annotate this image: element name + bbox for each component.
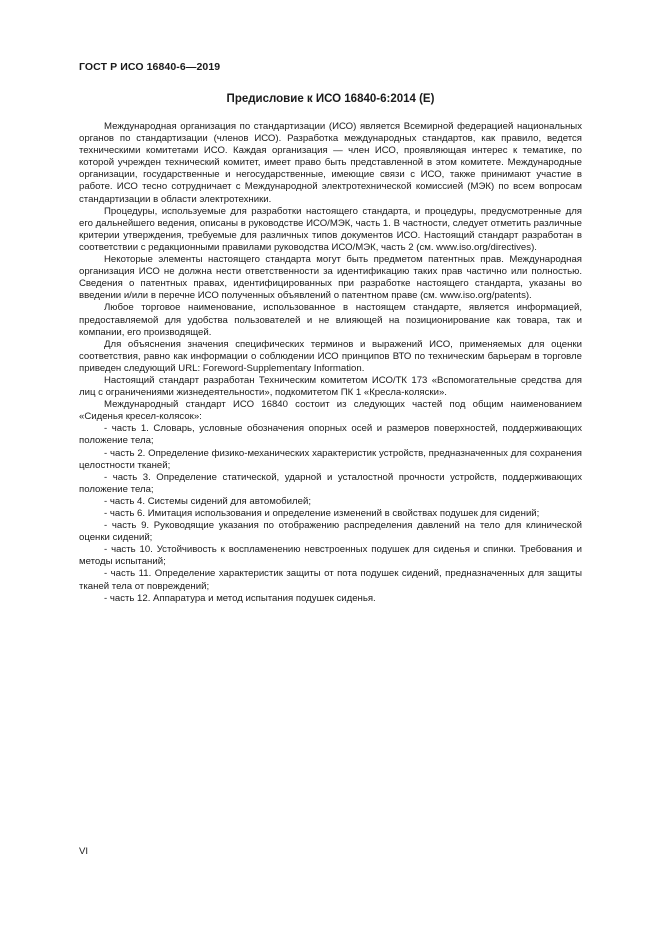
list-item: - часть 1. Словарь, условные обозначения опорных осей и размеров поверхностей, поддерживающих положение тела; <box>79 423 582 447</box>
paragraph-committee: Настоящий стандарт разработан Техническим комитетом ИСО/ТК 173 «Вспомогательные средства для лиц с ограничениями жизнедеятельности», подкомитетом ПК 1 «Кресла-коляски». <box>79 374 582 399</box>
paragraph-procedures: Процедуры, используемые для разработки настоящего стандарта, и процедуры, предусмотренные для его дальнейшего ведения, описаны в руководстве ИСО/МЭК, часть 1. В частности, следует отметить различные критерии утверждения, требуемые для различных типов документов ИСО. Настоящий стандарт разработан в соответствии с редакционными правилами руководства ИСО/МЭК, часть 2 (см. www.iso.org/directives). <box>79 205 582 253</box>
list-item: - часть 9. Руководящие указания по отображению распределения давлений на тело для клинической оценки сидений; <box>79 520 582 544</box>
paragraph-parts-intro: Международный стандарт ИСО 16840 состоит из следующих частей под общим наименованием «Сиденья кресел-колясок»: <box>79 399 582 423</box>
list-item: - часть 11. Определение характеристик защиты от пота подушек сидений, предназначенных для защиты тканей тела от повреждений; <box>79 568 582 592</box>
preface-title: Предисловие к ИСО 16840-6:2014 (E) <box>226 93 435 105</box>
preface-body <box>79 121 582 605</box>
paragraph-patents: Некоторые элементы настоящего стандарта могут быть предметом патентных прав. Международная организация ИСО не должна нести ответственности за идентификацию таких прав частично или полностью. Сведения о патентных правах, идентифицированных при разработке настоящего стандарта, указаны во введении и/или в перечне ИСО полученных объявлений о патентном праве (см. www.iso.org/patents). <box>79 254 582 302</box>
list-item: - часть 10. Устойчивость к воспламенению невстроенных подушек для сиденья и спинки. Требования и методы испытаний; <box>79 544 582 568</box>
list-item: - часть 3. Определение статической, ударной и усталостной прочности устройств, поддерживающих положение тела; <box>79 471 582 495</box>
paragraph-iso-overview: Международная организация по стандартизации (ИСО) является Всемирной федерацией национальных органов по стандартизации (членов ИСО). Разработка международных стандартов, как правило, ведется техническими комитетами ИСО. Каждая организация — член ИСО, проявляющая интерес к тематике, по которой учрежден технический комитет, имеет право быть представленной в этом комитете. Международные организации, государственные и негосударственные, имеющие связи с ИСО, также принимают участие в работе. ИСО тесно сотрудничает с Международной электротехнической комиссией (МЭК) по всем вопросам стандартизации в области электротехники. <box>79 121 582 205</box>
list-item: - часть 4. Системы сидений для автомобилей; <box>104 495 311 507</box>
page-number: VI <box>79 846 89 857</box>
list-item: - часть 2. Определение физико-механических характеристик устройств, предназначенных для сохранения целостности тканей; <box>79 447 582 471</box>
parts-list <box>79 423 582 604</box>
paragraph-trade-names: Любое торговое наименование, использованное в настоящем стандарте, является информацией, предоставляемой для удобства пользователей и не влияющей на позиционирование как товара, так и компании, его производящей. <box>79 302 582 338</box>
list-item: - часть 12. Аппаратура и метод испытания подушек сиденья. <box>104 592 376 604</box>
list-item: - часть 6. Имитация использования и определение изменений в свойствах подушек для сидений; <box>104 508 540 519</box>
document-header: ГОСТ Р ИСО 16840-6—2019 <box>79 61 221 73</box>
paragraph-terms: Для объяснения значения специфических терминов и выражений ИСО, применяемых для оценки соответствия, равно как информации о соблюдении ИСО принципов ВТО по техническим барьерам в торговле приведен следующий URL: Foreword-Supplementary Information. <box>79 338 582 374</box>
